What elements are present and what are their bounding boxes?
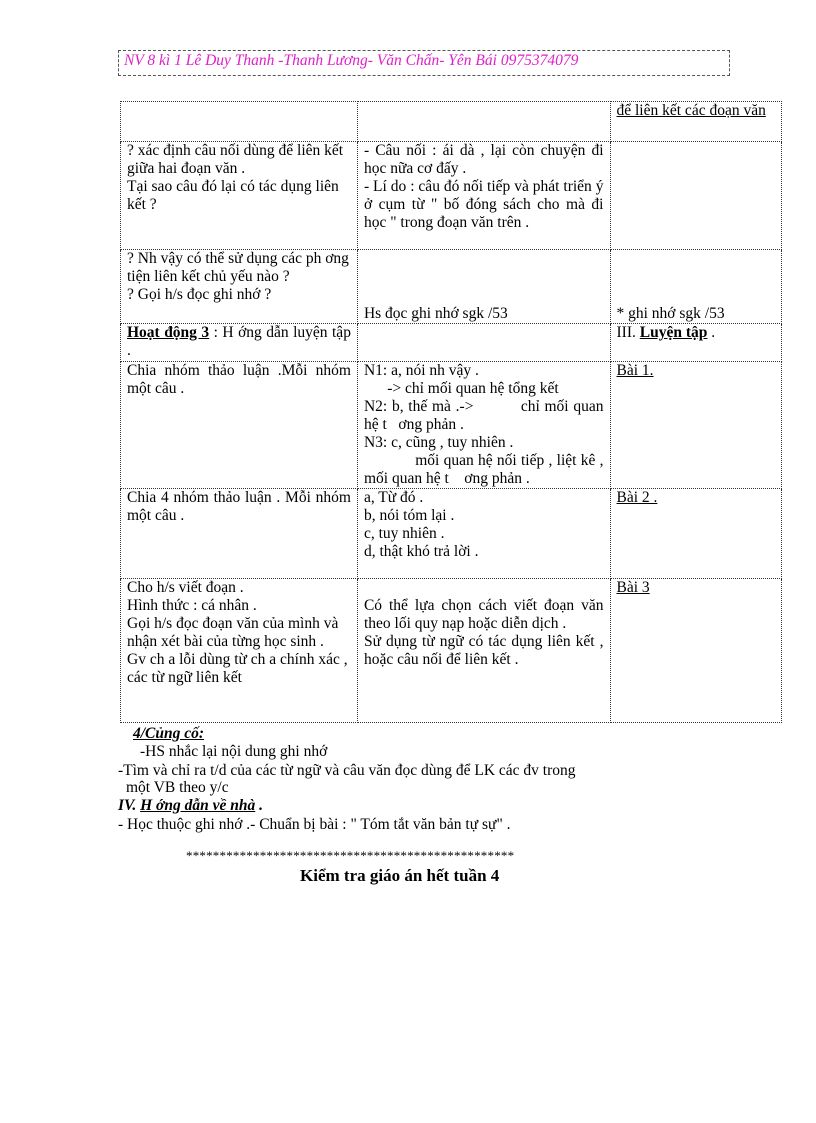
instruction-text: Cho h/s viết đoạn . (127, 579, 244, 596)
student-activity-cell (357, 324, 610, 362)
consolidation-heading: 4/Củng cố: (133, 725, 205, 742)
teacher-activity-cell (121, 142, 358, 250)
teacher-activity-cell (121, 324, 358, 362)
table-row (121, 579, 782, 723)
consolidation-line: -HS nhắc lại nội dung ghi nhớ (140, 743, 328, 760)
content-cell (610, 324, 782, 362)
exercise-label: Bài 1. (616, 362, 654, 379)
table-row (121, 250, 782, 324)
answer-text: c, tuy nhiên . (363, 525, 445, 542)
content-cell (610, 102, 782, 142)
answer-text: Sử dụng từ ngữ có tác dụng liên kết , hoặc câu nối để liên kết . (363, 633, 604, 668)
student-activity-cell (357, 362, 610, 489)
section-heading-suffix: . (707, 324, 716, 341)
answer-text: -> chỉ mối quan hệ tổng kết (363, 380, 559, 397)
teacher-activity-cell (121, 102, 358, 142)
consolidation-line: -Tìm và chỉ ra t/d của các từ ngữ và câu văn đọc dùng để LK các đv trong (118, 762, 576, 779)
answer-text: d, thật khó trả lời . (363, 543, 479, 560)
instruction-text: Chia 4 nhóm thảo luận . Mỗi nhóm một câu . (127, 489, 351, 524)
table-row (121, 102, 782, 142)
answer-text: - Câu nối : ái dà , lại còn chuyện đi học nữa cơ đấy . (363, 142, 604, 177)
teacher-activity-cell (121, 579, 358, 723)
exercise-label: Bài 3 (616, 579, 650, 596)
content-cell (610, 362, 782, 489)
question-text: Tại sao câu đó lại có tác dụng liên kết ? (127, 178, 339, 213)
activity-heading: Hoạt động 3 (127, 324, 210, 341)
instruction-text: Gọi h/s đọc đoạn văn của mình và nhận xét bài của từng học sinh . (127, 615, 339, 650)
answer-text: - Lí do : câu đó nối tiếp và phát triển ý ở cụm từ " bố đóng sách cho mà đi học " trong đoạn văn trên . (363, 178, 604, 231)
answer-text: N1: a, nói nh vậy . (363, 362, 479, 379)
question-text: ? Gọi h/s đọc ghi nhớ ? (127, 286, 272, 303)
lesson-table (120, 101, 782, 723)
exercise-label: Bài 2 . (616, 489, 658, 506)
homework-number: IV. (118, 797, 141, 814)
answer-text: a, Từ đó . (363, 489, 424, 506)
homework-title: H ớng dẫn về nhà (140, 797, 256, 814)
activity-heading-rest: : H ớng dẫn luyện tập . (127, 324, 351, 359)
student-activity-cell (357, 250, 610, 324)
instruction-text: Gv ch a lỗi dùng từ ch a chính xác , các từ ngữ liên kết (127, 651, 348, 686)
content-cell (610, 250, 782, 324)
section-number: III. (616, 324, 640, 341)
footer-title: Kiểm tra giáo án hết tuần 4 (300, 866, 500, 885)
divider-stars: ************************************************* (186, 848, 515, 863)
answer-text: N3: c, cũng , tuy nhiên . (363, 434, 514, 451)
page-header: NV 8 kì 1 Lê Duy Thanh -Thanh Lương- Văn Chấn- Yên Bái 0975374079 (124, 52, 579, 69)
student-activity-cell (357, 102, 610, 142)
instruction-text: Chia nhóm thảo luận .Mỗi nhóm một câu . (127, 362, 351, 397)
question-text: ? xác định câu nối dùng để liên kết giữa hai đoạn văn . (127, 142, 344, 177)
homework-line: - Học thuộc ghi nhớ .- Chuẩn bị bài : " Tóm tắt văn bản tự sự" . (118, 816, 511, 833)
instruction-text: Hình thức : cá nhân . (127, 597, 257, 614)
teacher-activity-cell (121, 250, 358, 324)
teacher-activity-cell (121, 489, 358, 579)
table-row (121, 324, 782, 362)
answer-text: b, nói tóm lại . (363, 507, 455, 524)
student-activity-cell (357, 489, 610, 579)
homework-suffix: . (255, 797, 263, 814)
content-text: * ghi nhớ sgk /53 (616, 305, 725, 322)
consolidation-line: một VB theo y/c (126, 779, 229, 796)
table-row (121, 142, 782, 250)
student-activity-cell (357, 579, 610, 723)
answer-text: Có thể lựa chọn cách viết đoạn văn theo lối quy nạp hoặc diễn dịch . (363, 597, 604, 632)
content-cell (610, 489, 782, 579)
content-cell (610, 579, 782, 723)
answer-text: mối quan hệ nối tiếp , liệt kê , mối quan hệ t ơng phản . (363, 452, 608, 487)
homework-heading (118, 797, 263, 815)
answer-text: Hs đọc ghi nhớ sgk /53 (363, 305, 508, 322)
teacher-activity-cell (121, 362, 358, 489)
answer-text: N2: b, thế mà .-> chỉ mối quan hệ t ơng phản . (363, 398, 608, 433)
content-cell (610, 142, 782, 250)
student-activity-cell (357, 142, 610, 250)
content-text: để liên kết các đoạn văn (616, 102, 766, 119)
table-row (121, 489, 782, 579)
section-heading: Luyện tập (639, 324, 708, 341)
question-text: ? Nh vậy có thể sử dụng các ph ơng tiện liên kết chủ yếu nào ? (127, 250, 349, 285)
table-row (121, 362, 782, 489)
